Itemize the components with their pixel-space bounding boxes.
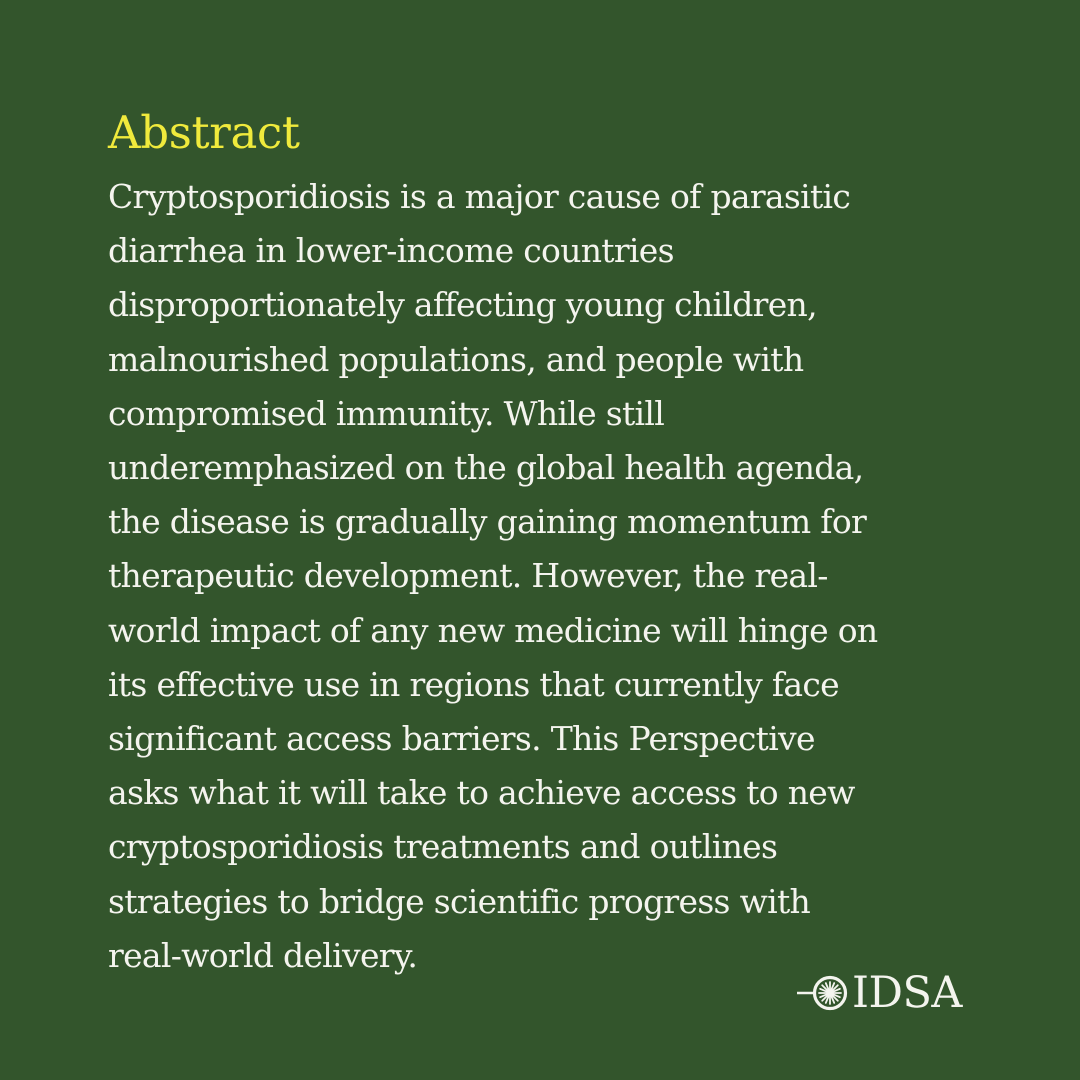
idsa-logo	[797, 968, 962, 1018]
abstract-body	[108, 170, 978, 983]
star-burst-icon	[797, 968, 853, 1018]
abstract-line: real-world delivery.	[108, 935, 418, 975]
abstract-title: Abstract	[108, 106, 300, 159]
abstract-line: asks what it will take to achieve access to new	[108, 773, 855, 813]
abstract-line: therapeutic development. However, the real-	[108, 556, 828, 596]
abstract-line: malnourished populations, and people with	[108, 339, 804, 379]
abstract-line: compromised immunity. While still	[108, 393, 665, 433]
abstract-line: strategies to bridge scientific progress with	[108, 881, 811, 921]
abstract-line: world impact of any new medicine will hinge on	[108, 610, 878, 650]
abstract-line: its effective use in regions that currently face	[108, 664, 839, 704]
abstract-line: diarrhea in lower-income countries	[108, 231, 674, 271]
abstract-line: cryptosporidiosis treatments and outlines	[108, 827, 778, 867]
abstract-line: the disease is gradually gaining momentum for	[108, 502, 867, 542]
abstract-line: Cryptosporidiosis is a major cause of parasitic	[108, 177, 851, 216]
abstract-line: significant access barriers. This Perspective	[108, 719, 815, 759]
abstract-line: disproportionately affecting young children,	[108, 285, 817, 325]
logo-text: IDSA	[852, 968, 962, 1018]
abstract-line: underemphasized on the global health agenda,	[108, 448, 864, 488]
